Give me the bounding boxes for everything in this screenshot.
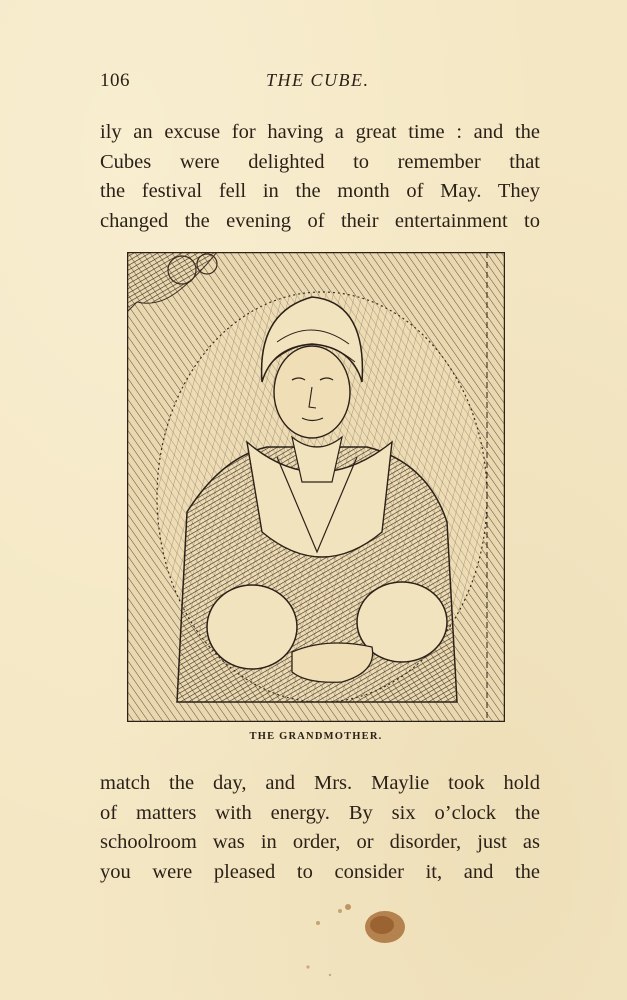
paper-stain xyxy=(300,895,430,985)
text-line: schoolroom was in order, or disorder, just as xyxy=(100,831,540,853)
text-line: ily an excuse for having a great time : and the xyxy=(100,121,540,143)
paragraph-top xyxy=(100,118,540,236)
text-line: Cubes were delighted to remember that xyxy=(100,150,540,173)
text-line: of matters with energy. By six o’clock the xyxy=(100,801,540,824)
paragraph-bottom xyxy=(100,769,540,887)
running-head xyxy=(100,70,540,100)
running-title: THE CUBE. xyxy=(266,70,370,90)
text-line: you were pleased to consider it, and the xyxy=(100,860,540,883)
text-line: the festival fell in the month of May. They xyxy=(100,180,540,202)
grandmother-illustration xyxy=(127,252,505,722)
page-number: 106 xyxy=(100,70,130,91)
text-line: changed the evening of their entertainment to xyxy=(100,209,540,232)
text-line: match the day, and Mrs. Maylie took hold xyxy=(100,772,540,794)
figure-caption: THE GRANDMOTHER. xyxy=(249,731,383,742)
engraving-portrait-illustration xyxy=(127,252,505,722)
